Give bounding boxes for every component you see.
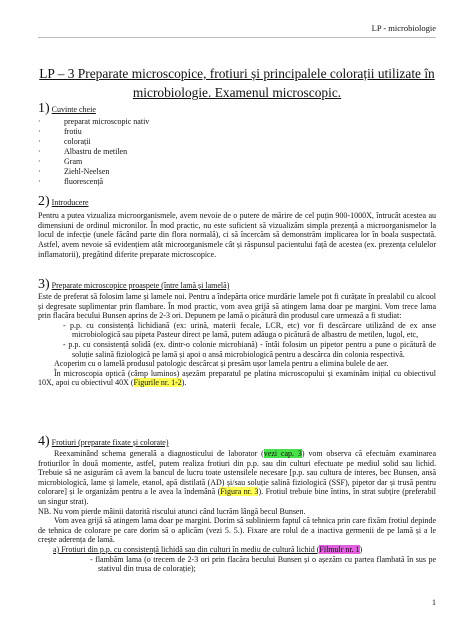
keyword-text: preparat microscopic nativ xyxy=(64,117,150,126)
keyword-text: colorații xyxy=(64,137,91,146)
bullet-icon: · xyxy=(38,177,41,186)
section-number: 4) xyxy=(38,434,50,449)
smears-note: NB. Nu vom pierde mâinii datorită riscului atunci când lucrăm lângă becul Bunsen. xyxy=(38,506,306,516)
bullet-icon: · xyxy=(38,167,41,176)
keyword-list-item xyxy=(38,167,149,177)
figure-reference-highlight: Figurile nr. 1-2 xyxy=(133,378,182,388)
figure-reference-highlight: Figura nr. 3 xyxy=(220,487,259,497)
keyword-text: Gram xyxy=(64,157,83,166)
section-label: Introducere xyxy=(51,198,89,207)
fresh-paragraph-3 xyxy=(38,369,436,388)
smears-paragraph-3: Vom avea grijă să atingem lama doar pe margini. Dorim să sublinierm faptul că tehnica prin care fixăm frotiul depinde de tehnica de colorare pe care dorim să o aplicăm (vezi 5. 5.). Fixare are rolul de a inactiva germenii de pe lamă și a le crește aderența de lamă. xyxy=(38,516,436,545)
smears-paragraph-1 xyxy=(38,449,436,507)
section-heading-smears xyxy=(38,434,169,450)
smears-subsection-a xyxy=(38,545,436,555)
fresh-paragraph-1: Este de preferat să folosim lame și lamele noi. Pentru a îndepărta orice murdărie lamele pot fi curățate în prealabil cu alcool și degresate suplimentar prin flambare. În mod practic, vom avea grijă să atingem lama doar pe margini. Vom trece lama prin flacăra becului Bunsen aprins de 2-3 ori. Depunem pe lamă o picătură din produsul care urmează a fi studiat: xyxy=(38,292,436,321)
section-number: 3) xyxy=(38,277,50,292)
header-divider xyxy=(38,37,436,38)
fresh-list-item-solid: - p.p. cu consistență solidă (ex. dintr-o colonie microbiană) - întâi folosim un pipetor pentru a pune o picătură de soluție salină fiziologică pe lamă și apoi o ansă microbiologică pentru a descărca din colonia respectivă. xyxy=(63,339,436,359)
keyword-list-item xyxy=(38,157,149,167)
keyword-list-item xyxy=(38,137,149,147)
page-header: LP - microbiologie xyxy=(371,23,436,33)
bullet-icon: · xyxy=(38,147,41,156)
section-label: Frotiuri (preparate fixate și colorate) xyxy=(51,438,169,447)
text-run: a) Frotiuri din p.p. cu consistență lichidă sau din culturi în mediu de cultură lichid ( xyxy=(53,544,320,554)
text-run: ). Frotiul trebuie bine întins, în strat subțire (preferabil un singur strat). xyxy=(38,487,437,506)
fresh-paragraph-2: Acoperim cu o lamelă produsul patologic descărcat și presăm ușor lamela pentru a elimina bulele de aer. xyxy=(54,359,389,369)
section-number: 2) xyxy=(38,194,50,209)
page-number: 1 xyxy=(432,598,436,607)
section-label: Preparate microscopice proaspete (între lamă și lamelă) xyxy=(51,281,230,290)
keyword-list-item xyxy=(38,147,149,157)
bullet-icon: · xyxy=(38,157,41,166)
bullet-icon: · xyxy=(38,137,41,146)
fresh-list-item-liquid: - p.p. cu consistență lichidiană (ex: urină, materii fecale, LCR, etc) vor fi descărcare utilizând de ex anse microbiologică sau pipeta Pasteur direct pe lamă, putem adăuga o picătură de albastru de metilen, lugol, etc, xyxy=(63,320,436,340)
text-run: Reexaminând schema generală a diagnosticului de laborator ( xyxy=(54,449,264,458)
keyword-text: fluorescență xyxy=(64,177,104,186)
smears-body xyxy=(38,449,436,574)
section-heading-keywords xyxy=(38,101,96,117)
section-heading-fresh-preparations xyxy=(38,277,229,293)
document-title: LP – 3 Preparate microscopice, frotiuri și principalele colorații utilizate în microbiologie. Examenul microscopic. xyxy=(39,66,435,100)
intro-paragraph: Pentru a putea vizualiza microorganismele, avem nevoie de o putere de mărire de cel puțin 900-1000X, întrucât acestea au dimensiuni de ordinul micronilor. În mod practic, nu este suficient să vizualizăm simpla prezență a microorganismelor la locul de infecție (unele făcând parte din flora normală), ci să încercăm să demonstrăm implicarea lor în boala suspectată. Astfel, avem nevoie să evidențiem atât microorganismele cât și răspunsul pacientului față de acestea (ex. prezența celulelor inflamatorii), pregătind diferite preparate microscopice. xyxy=(38,211,436,259)
section-label: Cuvinte cheie xyxy=(51,105,96,114)
video-reference-highlight: Filmulr nr. 1 xyxy=(319,544,360,554)
keyword-text: Albastru de metilen xyxy=(64,147,128,156)
keyword-list xyxy=(38,117,149,187)
keyword-list-item xyxy=(38,117,149,127)
text-run: ) vom observa că efectuăm examinarea frotiurilor în două momente, astfel, putem realiza frotiuri din p.p. sau din culturi efectuate pe mediul solid sau lichid. Trebuie să ne asigurăm că avem la bancul de lucru toate ustensilele necesare [p.p. sau cultura de interes, bec Bunsen, ansă microbiologică, lame și lamele, etanol, apă distilată (AD) și/sau soluție salină fiziologică (SSF), pipetor dar și trusă pentru colorare] și le organizăm pentru a le avea la îndemână ( xyxy=(38,449,437,497)
keyword-list-item xyxy=(38,177,149,187)
bullet-icon: · xyxy=(38,127,41,136)
section-heading-intro xyxy=(38,194,89,210)
fresh-preparations-body xyxy=(38,292,436,388)
keyword-text: Ziehl-Neelsen xyxy=(64,167,110,176)
keyword-text: frotiu xyxy=(64,127,82,136)
smears-list-item-flame: - flambăm lama (o trecem de 2-3 ori prin flacăra becului Bunsen și o așezăm cu partea flambată în sus pe stativul din trusa de colorație); xyxy=(90,554,436,574)
chapter-reference-highlight: vezi cap. 3 xyxy=(263,449,302,458)
text-run: ) xyxy=(359,544,363,554)
text-run: ). xyxy=(181,378,187,388)
section-number: 1) xyxy=(38,101,50,116)
bullet-icon: · xyxy=(38,117,41,126)
text-run: În microscopia optică (câmp luminos) așezăm preparatul pe platina microscopului și examinăm inițial cu obiectivul 10X, apoi cu obiectivul 40X ( xyxy=(38,368,436,388)
keyword-list-item xyxy=(38,127,149,137)
